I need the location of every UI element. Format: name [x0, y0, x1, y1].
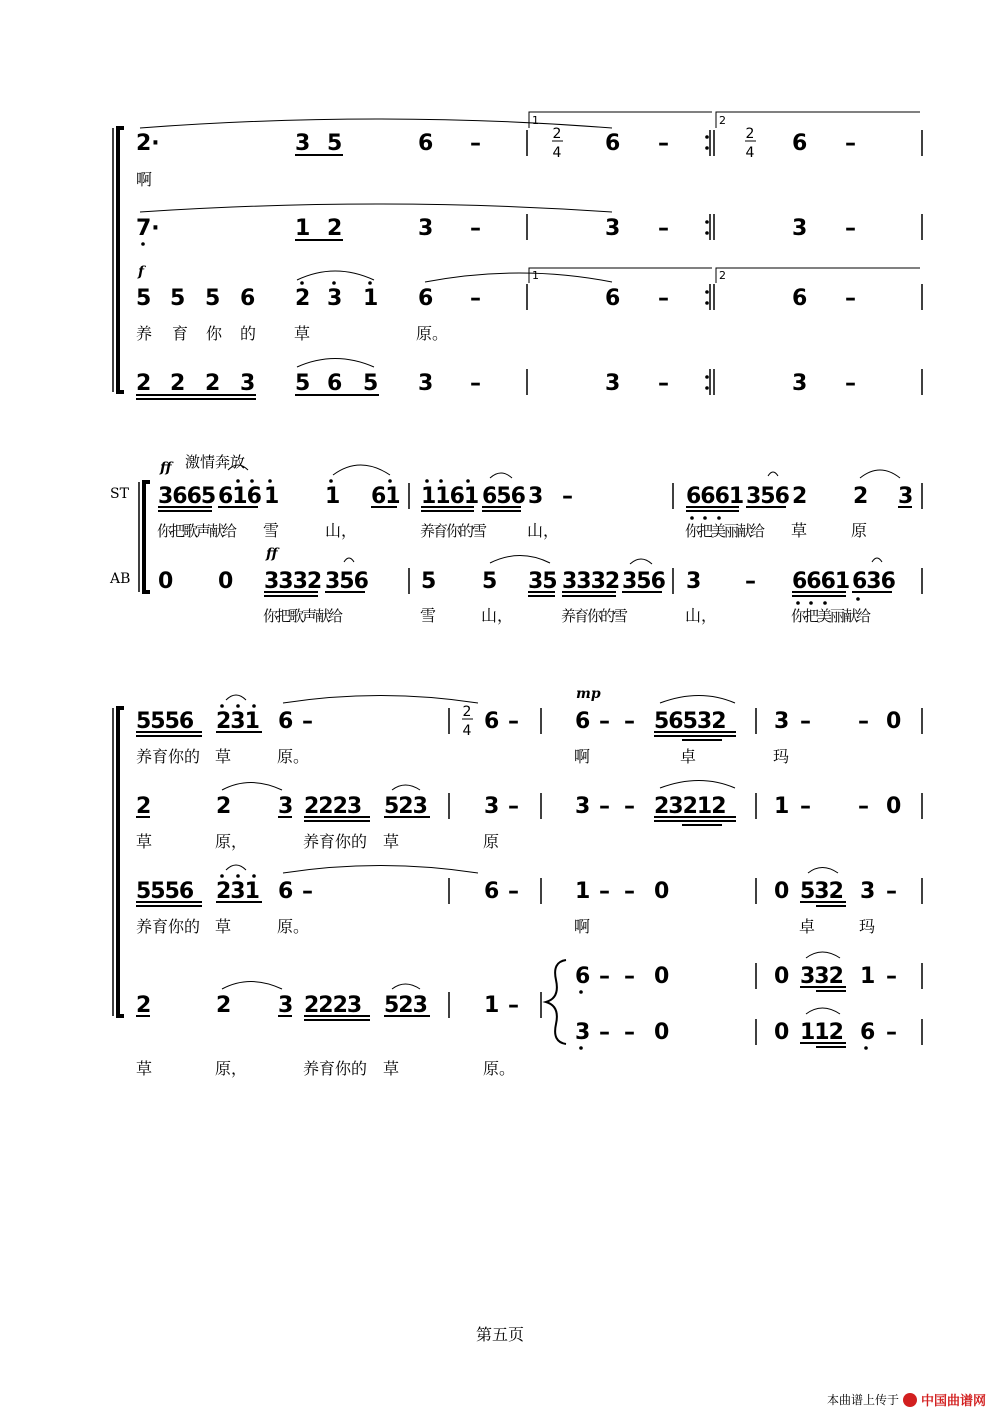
note: 5	[170, 286, 186, 311]
system-1	[113, 112, 922, 399]
lyric: 育	[172, 324, 189, 343]
lyric: 原，	[215, 832, 248, 851]
dash: –	[624, 794, 635, 819]
dynamic-mark: ff	[160, 460, 172, 476]
staff-ab	[158, 546, 922, 625]
dash: –	[508, 794, 519, 819]
note-group: 6661	[792, 569, 850, 594]
dash: –	[658, 216, 669, 241]
note: 3	[418, 216, 434, 241]
note: 3	[484, 794, 500, 819]
rest: 0	[218, 569, 234, 594]
note: 2	[136, 371, 152, 396]
tempo-marking: 激情奔放	[185, 453, 246, 471]
note: 2	[205, 371, 221, 396]
system-1-bracket	[118, 128, 124, 392]
note-group: 35	[528, 569, 557, 594]
rest: 0	[886, 709, 902, 734]
staff-soprano	[136, 119, 922, 189]
lyric: 养育你的雪	[561, 607, 627, 625]
note-group: 2223	[304, 993, 362, 1018]
rest: 0	[886, 794, 902, 819]
lyric: 草	[383, 832, 400, 851]
note: 2	[295, 286, 311, 311]
note: 6	[605, 286, 621, 311]
lyric: 的	[240, 324, 257, 343]
note: 2	[136, 794, 152, 819]
note: 3	[605, 216, 621, 241]
lyric: 玛	[859, 917, 876, 936]
note-group: 5556	[136, 879, 194, 904]
dash: –	[599, 879, 610, 904]
dash: –	[886, 964, 897, 989]
upload-credit	[827, 1390, 986, 1409]
divisi-brace	[546, 960, 566, 1044]
dash: –	[624, 964, 635, 989]
note: 3	[278, 993, 294, 1018]
rest: 0	[654, 879, 670, 904]
dash: –	[599, 964, 610, 989]
dynamic-mark: f	[138, 264, 145, 280]
note-group: 23212	[654, 794, 726, 819]
lyric: 草	[383, 1059, 400, 1078]
lyric: 啊	[574, 917, 591, 936]
note: 3	[278, 794, 294, 819]
note: 6	[792, 131, 808, 156]
lyric: 养育你的	[136, 747, 201, 766]
note: 1	[860, 964, 876, 989]
lyric: 山，	[481, 606, 514, 625]
note-group: 616	[218, 484, 261, 509]
lyric: 你把美丽献给	[791, 607, 870, 625]
staff-st	[157, 460, 922, 540]
volta-1-label-lower: 1	[532, 269, 539, 282]
note-group: 356	[622, 569, 665, 594]
dash: –	[886, 879, 897, 904]
lyric: 山，	[527, 521, 560, 540]
note: 5	[482, 569, 498, 594]
dash: –	[508, 993, 519, 1018]
lyric: 啊	[574, 747, 591, 766]
note: 5	[327, 131, 343, 156]
note: 5	[136, 286, 152, 311]
note: 3	[792, 216, 808, 241]
note: 1	[484, 993, 500, 1018]
note: 3	[860, 879, 876, 904]
note-group: 61	[371, 484, 400, 509]
dash: –	[599, 1020, 610, 1045]
rest: 0	[774, 1020, 790, 1045]
volta-1-label: 1	[532, 114, 539, 127]
lyric: 你把美丽献给	[685, 522, 764, 540]
note: 2	[216, 993, 232, 1018]
note: 1	[295, 216, 311, 241]
note: 2	[792, 484, 808, 509]
lyric: 你把歌声献给	[157, 522, 236, 540]
note: 3	[686, 569, 702, 594]
staff-alto	[136, 204, 922, 246]
dynamic-mark: ff	[266, 546, 278, 562]
dash: –	[508, 709, 519, 734]
lyric: 原。	[416, 324, 449, 343]
dash: –	[470, 131, 481, 156]
note: 6	[575, 709, 591, 734]
lyric: 卓	[799, 917, 816, 936]
note: 2·	[136, 131, 160, 156]
note: 5	[363, 371, 379, 396]
note: 3	[240, 371, 256, 396]
note: 3	[898, 484, 914, 509]
dash: –	[800, 794, 811, 819]
lyric: 草	[215, 917, 232, 936]
time-signature-bottom: 4	[552, 145, 562, 161]
time-signature-top: 2	[552, 126, 562, 142]
note: 6	[278, 709, 294, 734]
note-group: 3332	[264, 569, 322, 594]
lyric: 草	[136, 832, 153, 851]
dash: –	[845, 286, 856, 311]
note: 2	[327, 216, 343, 241]
lyric: 养育你的	[303, 1059, 368, 1078]
lyric: 养	[136, 324, 153, 343]
lyric: 你把歌声献给	[263, 607, 342, 625]
note-group: 2223	[304, 794, 362, 819]
lyric: 养育你的	[303, 832, 368, 851]
lyric: 草	[791, 521, 808, 540]
staff-alto-3	[136, 781, 922, 852]
note-group: 656	[482, 484, 525, 509]
lyric: 原	[851, 521, 868, 540]
dash: –	[845, 216, 856, 241]
note-group: 356	[746, 484, 789, 509]
note: 6	[327, 371, 343, 396]
volta-2-label: 2	[719, 114, 726, 127]
note-group: 5556	[136, 709, 194, 734]
dash: –	[470, 216, 481, 241]
dash: –	[658, 131, 669, 156]
note: 2	[853, 484, 869, 509]
site-logo-icon	[903, 1393, 917, 1407]
note: 3	[605, 371, 621, 396]
lyric: 卓	[680, 747, 697, 766]
time-signature-bottom: 4	[745, 145, 755, 161]
note: 3	[327, 286, 343, 311]
dash: –	[858, 709, 869, 734]
lyric: 雪	[420, 606, 437, 625]
lyric: 雪	[263, 521, 280, 540]
lyric: 养育你的	[136, 917, 201, 936]
dash: –	[658, 286, 669, 311]
volta-2-label-lower: 2	[719, 269, 726, 282]
note: 6	[240, 286, 256, 311]
note-group: 523	[384, 993, 427, 1018]
note: 5	[205, 286, 221, 311]
note-group: 3665	[158, 484, 216, 509]
staff-bass	[136, 359, 922, 400]
time-signature-top: 2	[745, 126, 755, 142]
note: 1	[264, 484, 280, 509]
system-2	[109, 453, 922, 625]
note: 1	[575, 879, 591, 904]
note: 6	[418, 131, 434, 156]
dash: –	[800, 709, 811, 734]
rest: 0	[654, 964, 670, 989]
note: 6	[605, 131, 621, 156]
staff-label-st: ST	[110, 486, 129, 502]
staff-tenor-3	[136, 865, 922, 936]
staff-soprano-3	[136, 686, 922, 766]
system-3	[113, 686, 922, 1078]
note: 1	[363, 286, 379, 311]
lyric: 草	[215, 747, 232, 766]
page-number: 第五页	[475, 1325, 524, 1344]
note: 6	[575, 964, 591, 989]
dash: –	[302, 879, 313, 904]
dash: –	[886, 1020, 897, 1045]
lyric: 你	[206, 324, 223, 343]
rest: 0	[774, 964, 790, 989]
lyric: 养育你的雪	[420, 522, 486, 540]
lyric: 山，	[685, 606, 718, 625]
dash: –	[745, 569, 756, 594]
note: 2	[136, 993, 152, 1018]
note: 3	[528, 484, 544, 509]
note: 6	[484, 709, 500, 734]
dash: –	[470, 286, 481, 311]
staff-bass-3	[136, 952, 922, 1078]
note: 1	[774, 794, 790, 819]
note-group: 1161	[421, 484, 479, 509]
dash: –	[624, 879, 635, 904]
note-group: 356	[325, 569, 368, 594]
note: 3	[774, 709, 790, 734]
note-group: 231	[216, 709, 259, 734]
lyric: 玛	[773, 747, 790, 766]
note: 6	[278, 879, 294, 904]
note: 3	[295, 131, 311, 156]
note-group: 3332	[562, 569, 620, 594]
time-signature-top: 2	[462, 704, 472, 720]
note: 2	[216, 794, 232, 819]
note: 3	[418, 371, 434, 396]
rest: 0	[158, 569, 174, 594]
dash: –	[302, 709, 313, 734]
note-group: 636	[852, 569, 895, 594]
dash: –	[658, 371, 669, 396]
lyric: 原。	[483, 1059, 516, 1078]
note: 3	[575, 794, 591, 819]
site-name[interactable]: 中国曲谱网	[920, 1394, 986, 1409]
note: 2	[170, 371, 186, 396]
note-group: 523	[384, 794, 427, 819]
staff-label-ab: AB	[110, 571, 131, 587]
note: 3	[792, 371, 808, 396]
lyric: 原，	[215, 1059, 248, 1078]
note: 1	[325, 484, 341, 509]
dynamic-mark: mp	[576, 686, 601, 702]
dash: –	[858, 794, 869, 819]
dash: –	[599, 709, 610, 734]
dash: –	[470, 371, 481, 396]
dash: –	[624, 1020, 635, 1045]
note: 7·	[136, 216, 160, 241]
lyric: 草	[136, 1059, 153, 1078]
lyric: 原	[483, 832, 500, 851]
credit-text: 本曲谱上传于	[826, 1393, 899, 1407]
lyric: 原。	[277, 747, 310, 766]
lyric: 草	[294, 324, 311, 343]
lyric: 啊	[136, 170, 153, 189]
note: 5	[421, 569, 437, 594]
note: 5	[295, 371, 311, 396]
lyric: 原。	[277, 917, 310, 936]
rest: 0	[774, 879, 790, 904]
dash: –	[599, 794, 610, 819]
dash: –	[845, 371, 856, 396]
dash: –	[562, 484, 573, 509]
note-group: 532	[800, 879, 843, 904]
note-group: 6661	[686, 484, 744, 509]
note-group: 231	[216, 879, 259, 904]
dash: –	[624, 709, 635, 734]
note: 6	[418, 286, 434, 311]
rest: 0	[654, 1020, 670, 1045]
dash: –	[508, 879, 519, 904]
note-group: 332	[800, 964, 843, 989]
note-group: 112	[800, 1020, 843, 1045]
note-group: 56532	[654, 709, 726, 734]
note: 6	[792, 286, 808, 311]
lyric: 山，	[325, 521, 358, 540]
dash: –	[845, 131, 856, 156]
time-signature-bottom: 4	[462, 723, 472, 739]
note: 6	[860, 1020, 876, 1045]
note: 3	[575, 1020, 591, 1045]
note: 6	[484, 879, 500, 904]
